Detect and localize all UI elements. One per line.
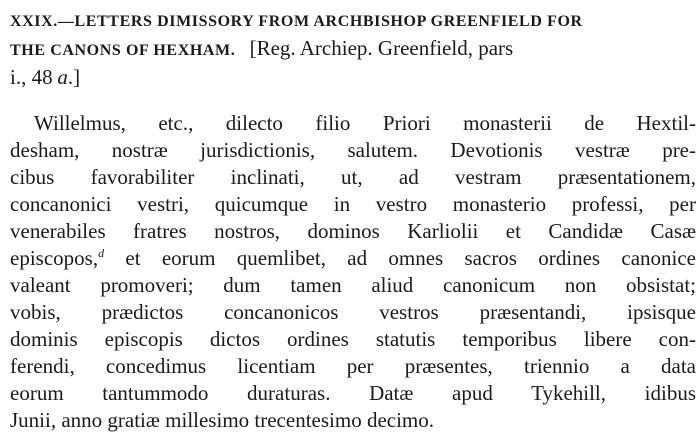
heading-reference-folio: a <box>57 65 68 89</box>
body-line: desham, nostræ jurisdictionis, salutem. Devotionis vestræ pre- <box>10 138 696 162</box>
body-line-rest: et eorum quemlibet, ad omnes sacros ordines canonice <box>125 246 696 270</box>
document-page <box>10 8 696 434</box>
body-line: cibus favorabiliter inclinati, ut, ad vestram præsentationem, <box>10 165 696 189</box>
heading-reference: [Reg. Archiep. Greenfield, pars <box>249 36 514 60</box>
footnote-marker[interactable]: d <box>98 246 105 260</box>
body-line-prefix: episcopos, <box>10 246 99 270</box>
body-line-with-footnote <box>10 245 696 272</box>
heading-line-3 <box>10 64 696 92</box>
body-line: Willelmus, etc., dilecto filio Priori monasterii de Hextil- <box>34 111 696 135</box>
letter-body <box>10 110 696 434</box>
body-line: vobis, prædictos concanonicos vestros præsentandi, ipsisque <box>10 300 696 324</box>
body-line: eorum tantummodo duraturas. Datæ apud Tykehill, idibus <box>10 381 696 405</box>
body-line: venerabiles fratres nostros, dominos Karliolii et Candidæ Casæ <box>10 219 696 243</box>
heading-title-caps-1: XXIX.—LETTERS DIMISSORY FROM ARCHBISHOP GREENFIELD FOR <box>10 13 583 30</box>
body-line: ferendi, concedimus licentiam per præsentes, triennio a data <box>10 354 696 378</box>
document-heading <box>10 8 696 92</box>
heading-reference-page: i., 48 <box>10 65 53 89</box>
body-line: dominis episcopis dictos ordines statutis temporibus libere con- <box>10 327 696 351</box>
body-line: concanonici vestri, quicumque in vestro monasterio professi, per <box>10 192 696 216</box>
body-line: valeant promoveri; dum tamen aliud canonicum non obsistat; <box>10 273 696 297</box>
body-line: Junii, anno gratiæ millesimo trecentesimo decimo. <box>10 408 434 432</box>
heading-reference-close: .] <box>67 65 81 89</box>
heading-line-2 <box>10 35 696 64</box>
heading-title-caps-2: THE CANONS OF HEXHAM. <box>10 42 236 59</box>
heading-line-1 <box>10 8 696 35</box>
